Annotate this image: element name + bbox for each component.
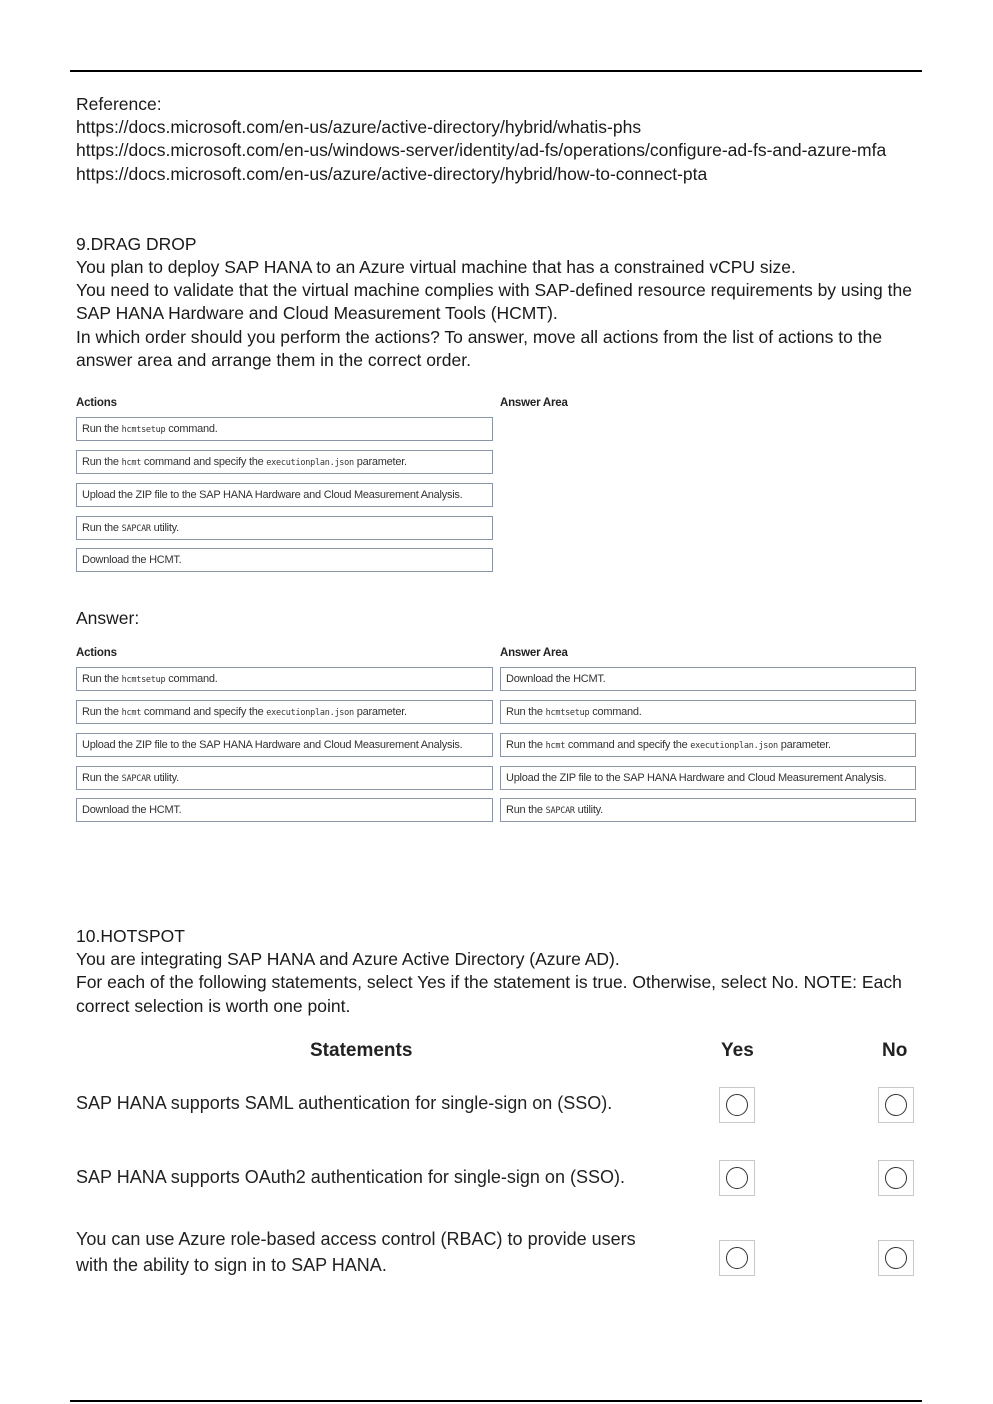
action-item[interactable]: Run the SAPCAR utility. bbox=[76, 766, 493, 790]
action-item[interactable]: Run the hcmtsetup command. bbox=[76, 417, 493, 441]
actions-header: Actions bbox=[76, 647, 117, 660]
answer-area-header: Answer Area bbox=[500, 647, 568, 660]
yes-radio[interactable] bbox=[719, 1087, 755, 1123]
radio-circle-icon bbox=[726, 1094, 748, 1116]
bottom-rule bbox=[70, 1400, 922, 1402]
action-item[interactable]: Run the hcmt command and specify the executionplan.json parameter. bbox=[76, 450, 493, 474]
no-radio[interactable] bbox=[878, 1087, 914, 1123]
reference-link[interactable]: https://docs.microsoft.com/en-us/azure/active-directory/hybrid/whatis-phs bbox=[76, 117, 642, 138]
radio-circle-icon bbox=[885, 1167, 907, 1189]
answer-item[interactable]: Run the SAPCAR utility. bbox=[500, 798, 916, 822]
answer-item[interactable]: Download the HCMT. bbox=[500, 667, 916, 691]
reference-block bbox=[76, 93, 916, 186]
action-item[interactable]: Upload the ZIP file to the SAP HANA Hardware and Cloud Measurement Analysis. bbox=[76, 733, 493, 757]
radio-circle-icon bbox=[885, 1094, 907, 1116]
page-content bbox=[76, 93, 916, 827]
answer-area-header: Answer Area bbox=[500, 397, 568, 410]
question-10 bbox=[76, 925, 916, 1018]
reference-label: Reference: bbox=[76, 94, 162, 114]
action-item[interactable]: Run the hcmt command and specify the executionplan.json parameter. bbox=[76, 700, 493, 724]
answer-label: Answer: bbox=[76, 608, 140, 629]
no-radio[interactable] bbox=[878, 1160, 914, 1196]
answer-item[interactable]: Run the hcmtsetup command. bbox=[500, 700, 916, 724]
statements-header: Statements bbox=[310, 1040, 413, 1061]
reference-link[interactable]: https://docs.microsoft.com/en-us/azure/active-directory/hybrid/how-to-connect-pta bbox=[76, 163, 708, 184]
no-header: No bbox=[882, 1040, 908, 1061]
statement-text: You can use Azure role-based access control (RBAC) to provide users with the ability to sign in to SAP HANA. bbox=[76, 1229, 636, 1275]
question-title: 9.DRAG DROP bbox=[76, 233, 197, 254]
question-text: You need to validate that the virtual machine complies with SAP-defined resource requirements by using the SAP HANA Hardware and Cloud Measurement Tools (HCMT). bbox=[76, 280, 912, 324]
drag-drop-answer bbox=[76, 647, 918, 827]
actions-header: Actions bbox=[76, 397, 117, 410]
yes-header: Yes bbox=[721, 1040, 754, 1061]
question-text: You are integrating SAP HANA and Azure Active Directory (Azure AD). bbox=[76, 949, 620, 970]
no-radio[interactable] bbox=[878, 1240, 914, 1276]
action-item[interactable]: Run the SAPCAR utility. bbox=[76, 516, 493, 540]
answer-item[interactable]: Upload the ZIP file to the SAP HANA Hardware and Cloud Measurement Analysis. bbox=[500, 766, 916, 790]
action-item[interactable]: Run the hcmtsetup command. bbox=[76, 667, 493, 691]
reference-link[interactable]: https://docs.microsoft.com/en-us/windows-server/identity/ad-fs/operations/configure-ad-fs-and-azure-mfa bbox=[76, 140, 887, 161]
statement-text: SAP HANA supports SAML authentication for single-sign on (SSO). bbox=[76, 1093, 613, 1113]
question-text: In which order should you perform the actions? To answer, move all actions from the list of actions to the answer area and arrange them in the correct order. bbox=[76, 326, 883, 370]
radio-circle-icon bbox=[726, 1247, 748, 1269]
action-item[interactable]: Upload the ZIP file to the SAP HANA Hardware and Cloud Measurement Analysis. bbox=[76, 483, 493, 507]
action-item[interactable]: Download the HCMT. bbox=[76, 548, 493, 572]
action-item[interactable]: Download the HCMT. bbox=[76, 798, 493, 822]
question-title: 10.HOTSPOT bbox=[76, 926, 185, 946]
yes-radio[interactable] bbox=[719, 1240, 755, 1276]
answer-item[interactable]: Run the hcmt command and specify the executionplan.json parameter. bbox=[500, 733, 916, 757]
question-9 bbox=[76, 233, 916, 372]
yes-radio[interactable] bbox=[719, 1160, 755, 1196]
question-text: You plan to deploy SAP HANA to an Azure virtual machine that has a constrained vCPU size. bbox=[76, 257, 796, 278]
drag-drop-question bbox=[76, 397, 918, 577]
statement-text: SAP HANA supports OAuth2 authentication for single-sign on (SSO). bbox=[76, 1167, 625, 1187]
hotspot-table bbox=[76, 1034, 918, 1284]
radio-circle-icon bbox=[726, 1167, 748, 1189]
radio-circle-icon bbox=[885, 1247, 907, 1269]
top-rule bbox=[70, 70, 922, 72]
question-text: For each of the following statements, select Yes if the statement is true. Otherwise, select No. NOTE: Each correct selection is worth one point. bbox=[76, 972, 902, 1016]
